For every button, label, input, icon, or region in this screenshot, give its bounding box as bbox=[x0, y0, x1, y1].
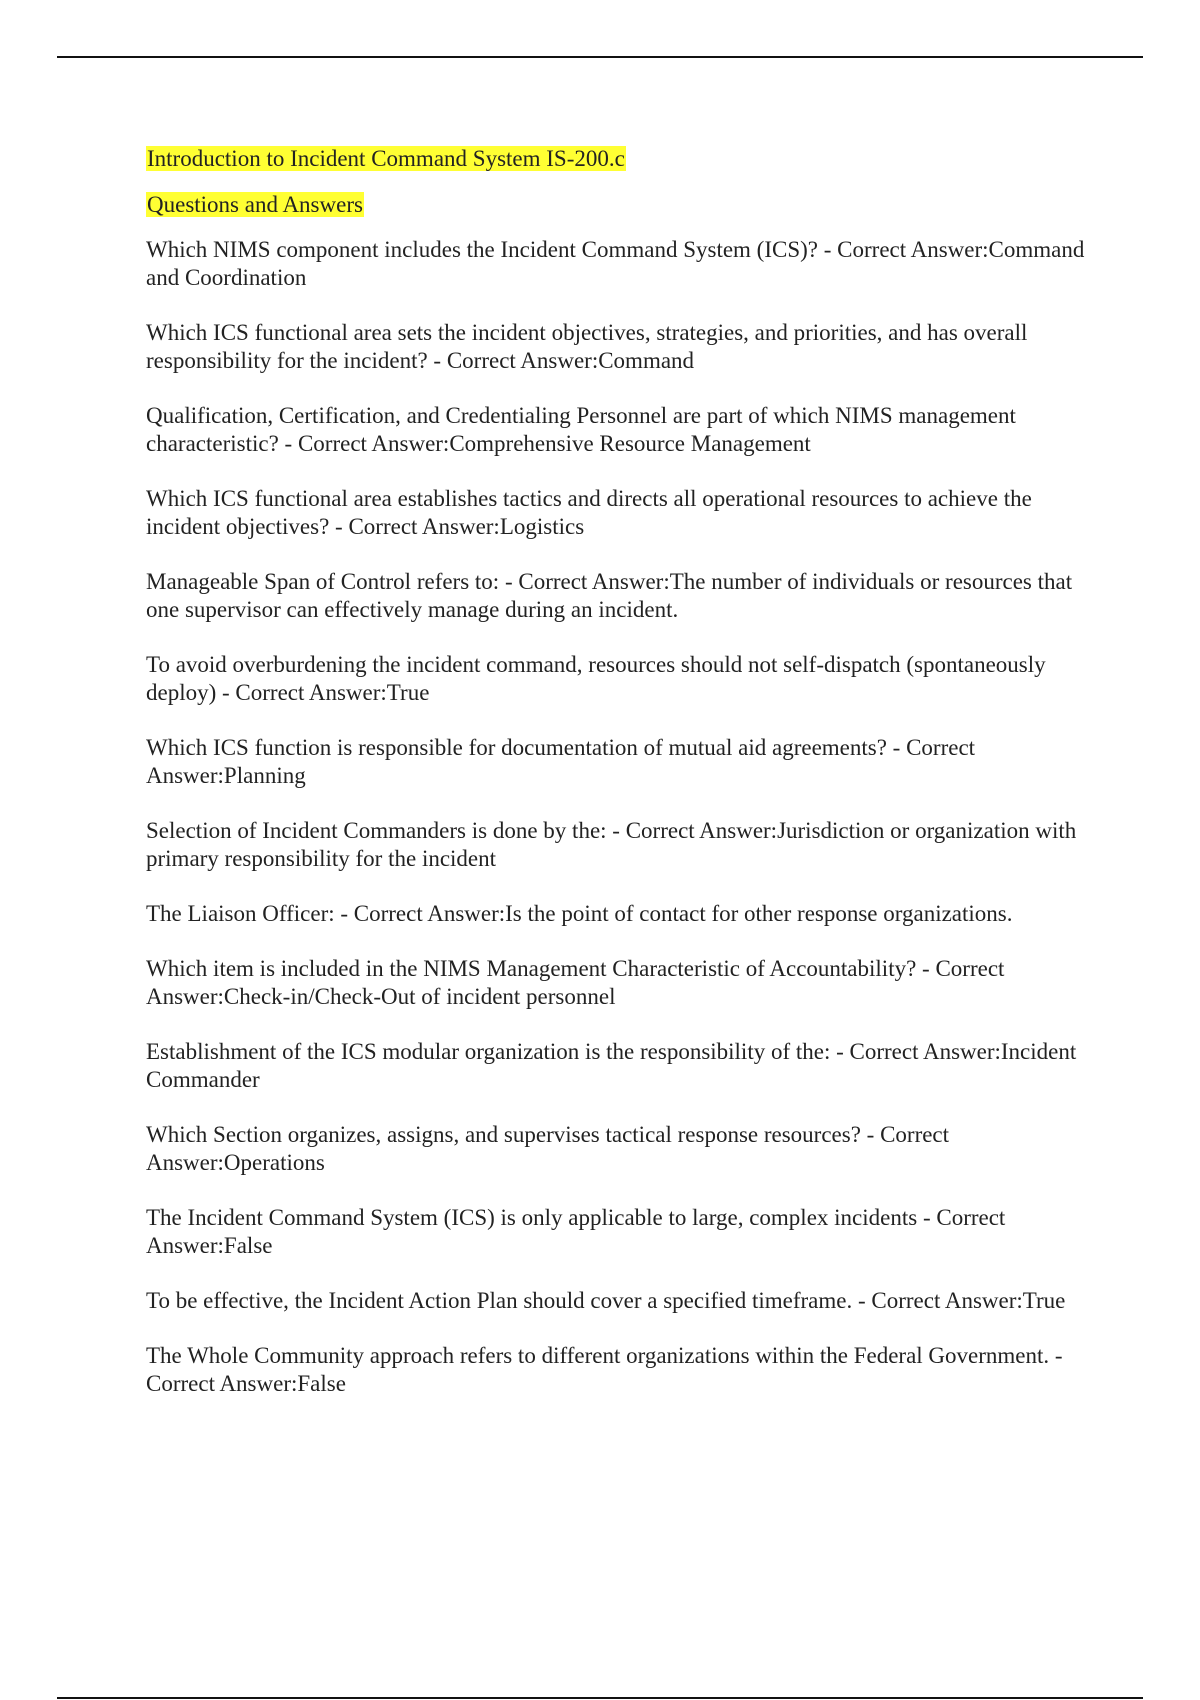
qa-item: The Incident Command System (ICS) is only applicable to large, complex incidents - Correct Answer:False bbox=[146, 1205, 1006, 1258]
qa-item: Selection of Incident Commanders is done by the: - Correct Answer:Jurisdiction or organization with primary responsibility for the incident bbox=[146, 818, 1077, 871]
qa-item: Which item is included in the NIMS Management Characteristic of Accountability? - Correct Answer:Check-in/Check-Out of incident personnel bbox=[146, 956, 1005, 1009]
qa-item: Which ICS functional area establishes tactics and directs all operational resources to achieve the incident objectives? - Correct Answer:Logistics bbox=[146, 486, 1032, 539]
subtitle-highlight: Questions and Answers bbox=[147, 192, 363, 217]
qa-item: Establishment of the ICS modular organization is the responsibility of the: - Correct Answer:Incident Commander bbox=[146, 1039, 1077, 1092]
title-highlight: Introduction to Incident Command System IS-200.c bbox=[147, 146, 625, 171]
qa-item: To avoid overburdening the incident command, resources should not self-dispatch (spontaneously deploy) - Correct Answer:True bbox=[146, 652, 1046, 705]
document-title bbox=[146, 144, 1086, 174]
qa-item: Which Section organizes, assigns, and supervises tactical response resources? - Correct Answer:Operations bbox=[146, 1122, 950, 1175]
qa-item: The Whole Community approach refers to different organizations within the Federal Government. - Correct Answer:False bbox=[146, 1343, 1063, 1396]
qa-item: Which NIMS component includes the Incident Command System (ICS)? - Correct Answer:Command and Coordination bbox=[146, 237, 1085, 290]
qa-item: Manageable Span of Control refers to: - Correct Answer:The number of individuals or resources that one supervisor can effectively manage during an incident. bbox=[146, 569, 1073, 622]
qa-item: Qualification, Certification, and Credentialing Personnel are part of which NIMS management characteristic? - Correct Answer:Comprehensive Resource Management bbox=[146, 403, 1016, 456]
bottom-rule bbox=[57, 1697, 1143, 1699]
top-rule bbox=[57, 56, 1143, 58]
document-subtitle bbox=[146, 190, 1086, 220]
qa-item: Which ICS functional area sets the incident objectives, strategies, and priorities, and has overall responsibility for the incident? - Correct Answer:Command bbox=[146, 320, 1028, 373]
qa-item: Which ICS function is responsible for documentation of mutual aid agreements? - Correct Answer:Planning bbox=[146, 735, 976, 788]
qa-item: The Liaison Officer: - Correct Answer:Is the point of contact for other response organizations. bbox=[146, 901, 1013, 926]
qa-item: To be effective, the Incident Action Plan should cover a specified timeframe. - Correct Answer:True bbox=[146, 1288, 1066, 1313]
document-body bbox=[146, 144, 1086, 1425]
